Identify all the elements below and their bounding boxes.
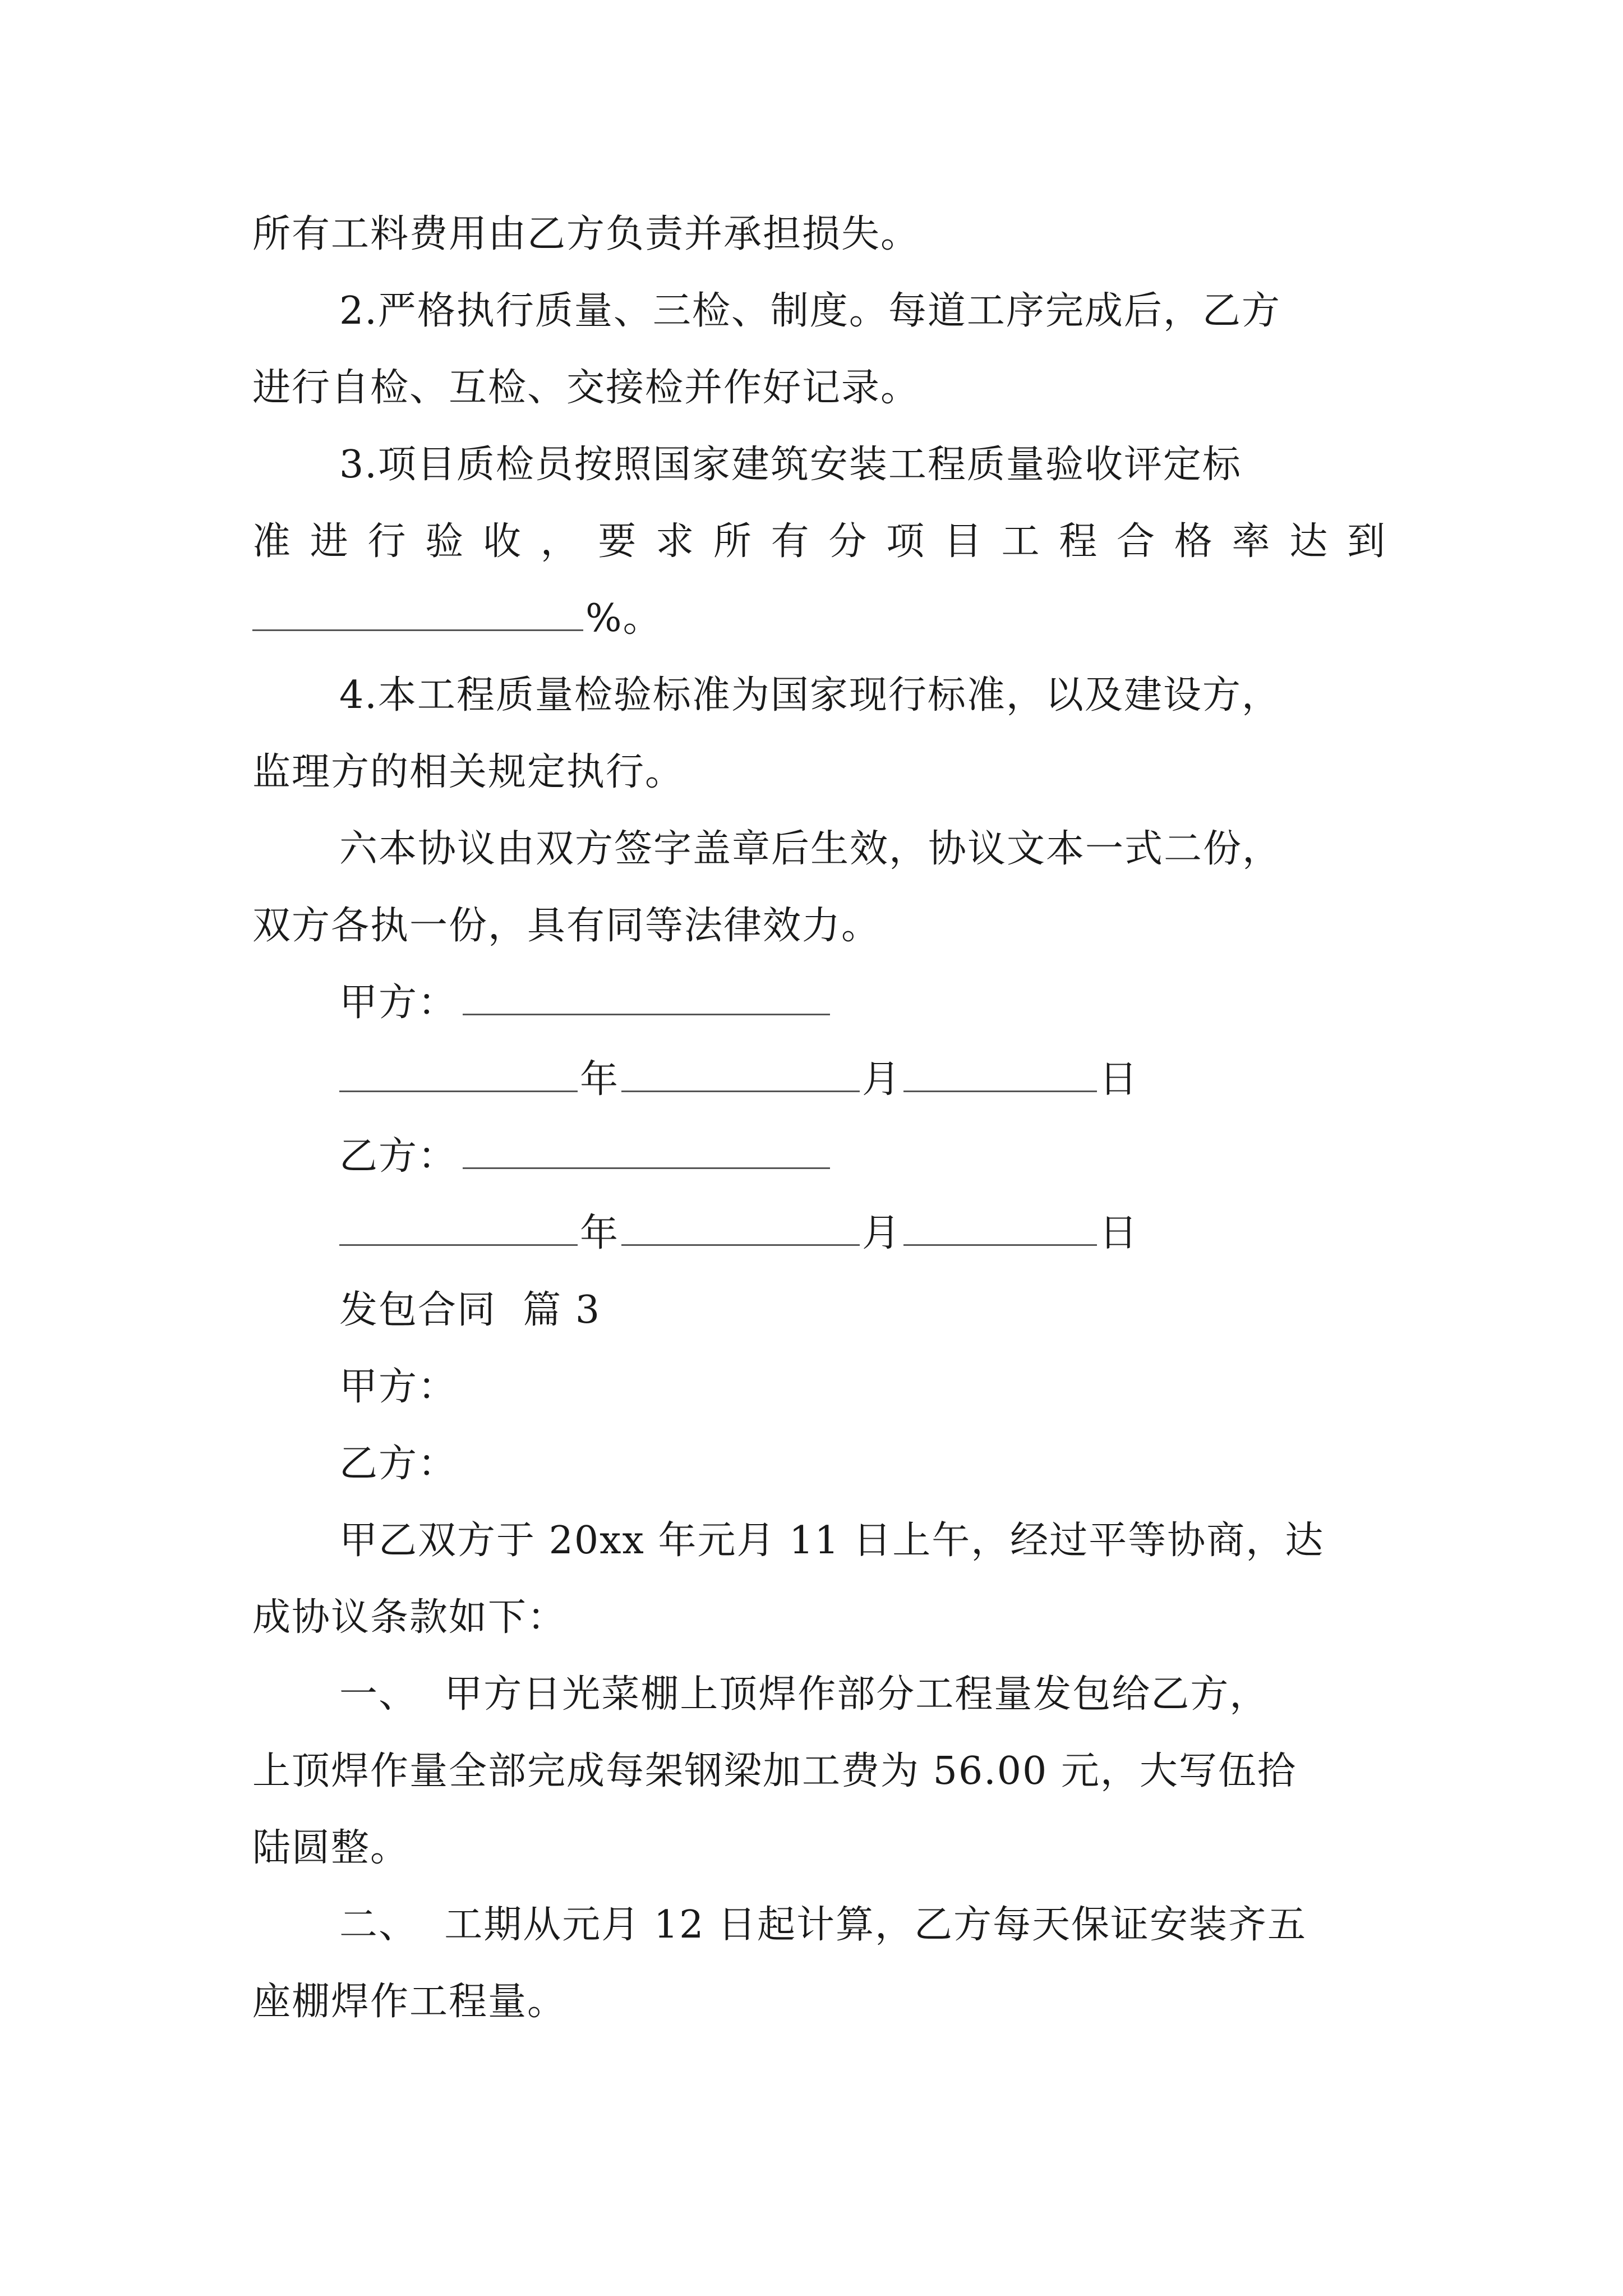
text-line: 一、 甲方日光菜棚上顶焊作部分工程量发包给乙方， <box>339 1672 1269 1717</box>
text-line: 所有工料费用由乙方负责并承担损失。 <box>252 212 920 256</box>
char: 准 <box>252 519 291 564</box>
char: 求 <box>656 519 694 564</box>
day-blank[interactable] <box>903 1056 1097 1092</box>
day-blank[interactable] <box>903 1209 1097 1246</box>
text-line: 甲乙双方于 20xx 年元月 11 日上午，经过平等协商，达 <box>339 1519 1325 1563</box>
char: 率 <box>1232 519 1270 564</box>
party-a-line: 甲方： <box>339 1365 458 1409</box>
year-blank[interactable] <box>339 1209 578 1246</box>
signature-line-party-b <box>339 1126 1385 1188</box>
year-label: 年 <box>580 1057 620 1102</box>
char: 有 <box>771 519 809 564</box>
party-b-line: 乙方： <box>339 1442 458 1486</box>
text-line: 上顶焊作量全部完成每架钢梁加工费为 56.00 元，大写伍拾 <box>252 1749 1297 1793</box>
party-a-signature-blank[interactable] <box>463 979 830 1015</box>
month-label: 月 <box>862 1211 902 1255</box>
text-line: 3.项目质检员按照国家建筑安装工程质量验收评定标 <box>339 443 1242 487</box>
char: 合 <box>1117 519 1155 564</box>
char: 到 <box>1347 519 1385 564</box>
char: 验 <box>425 519 464 564</box>
text-line: 双方各执一份，具有同等法律效力。 <box>252 904 881 948</box>
month-blank[interactable] <box>621 1209 860 1246</box>
char: 程 <box>1059 519 1098 564</box>
char: 目 <box>943 519 982 564</box>
char: 达 <box>1289 519 1328 564</box>
char: 项 <box>886 519 925 564</box>
day-label: 日 <box>1099 1057 1139 1102</box>
char: 工 <box>1001 519 1040 564</box>
month-blank[interactable] <box>621 1056 860 1092</box>
text-line: 二、 工期从元月 12 日起计算，乙方每天保证安装齐五 <box>339 1903 1307 1947</box>
percent-blank[interactable] <box>252 595 583 631</box>
char: 收 <box>482 519 521 564</box>
text-line-justified <box>252 511 1385 573</box>
char: 行 <box>367 519 406 564</box>
percent-suffix: %。 <box>585 596 662 641</box>
text-line: 4.本工程质量检验标准为国家现行标准，以及建设方， <box>339 673 1281 717</box>
text-line: 进行自检、互检、交接检并作好记录。 <box>252 366 920 410</box>
party-b-label: 乙方： <box>339 1134 458 1179</box>
text-line: 六本协议由双方签字盖章后生效，协议文本一式二份， <box>339 827 1282 871</box>
date-line-party-a <box>339 1049 1385 1111</box>
year-blank[interactable] <box>339 1056 578 1092</box>
party-a-label: 甲方： <box>339 981 458 1025</box>
text-line: 座棚焊作工程量。 <box>252 1980 567 2024</box>
party-b-signature-blank[interactable] <box>463 1133 830 1169</box>
day-label: 日 <box>1099 1211 1139 1255</box>
text-line: 陆圆整。 <box>252 1826 410 1870</box>
section-title: 发包合同 篇 3 <box>339 1288 601 1332</box>
char: 所 <box>713 519 751 564</box>
text-line <box>252 588 1385 650</box>
year-label: 年 <box>580 1211 620 1255</box>
char: ， <box>540 519 579 564</box>
text-line: 2.严格执行质量、三检、制度。每道工序完成后，乙方 <box>339 289 1281 333</box>
char: 分 <box>828 519 867 564</box>
char: 要 <box>598 519 637 564</box>
char: 格 <box>1174 519 1212 564</box>
date-line-party-b <box>339 1203 1385 1264</box>
month-label: 月 <box>862 1057 902 1102</box>
signature-line-party-a <box>339 972 1385 1034</box>
text-line: 成协议条款如下： <box>252 1595 567 1640</box>
char: 进 <box>310 519 348 564</box>
text-line: 监理方的相关规定执行。 <box>252 750 685 794</box>
